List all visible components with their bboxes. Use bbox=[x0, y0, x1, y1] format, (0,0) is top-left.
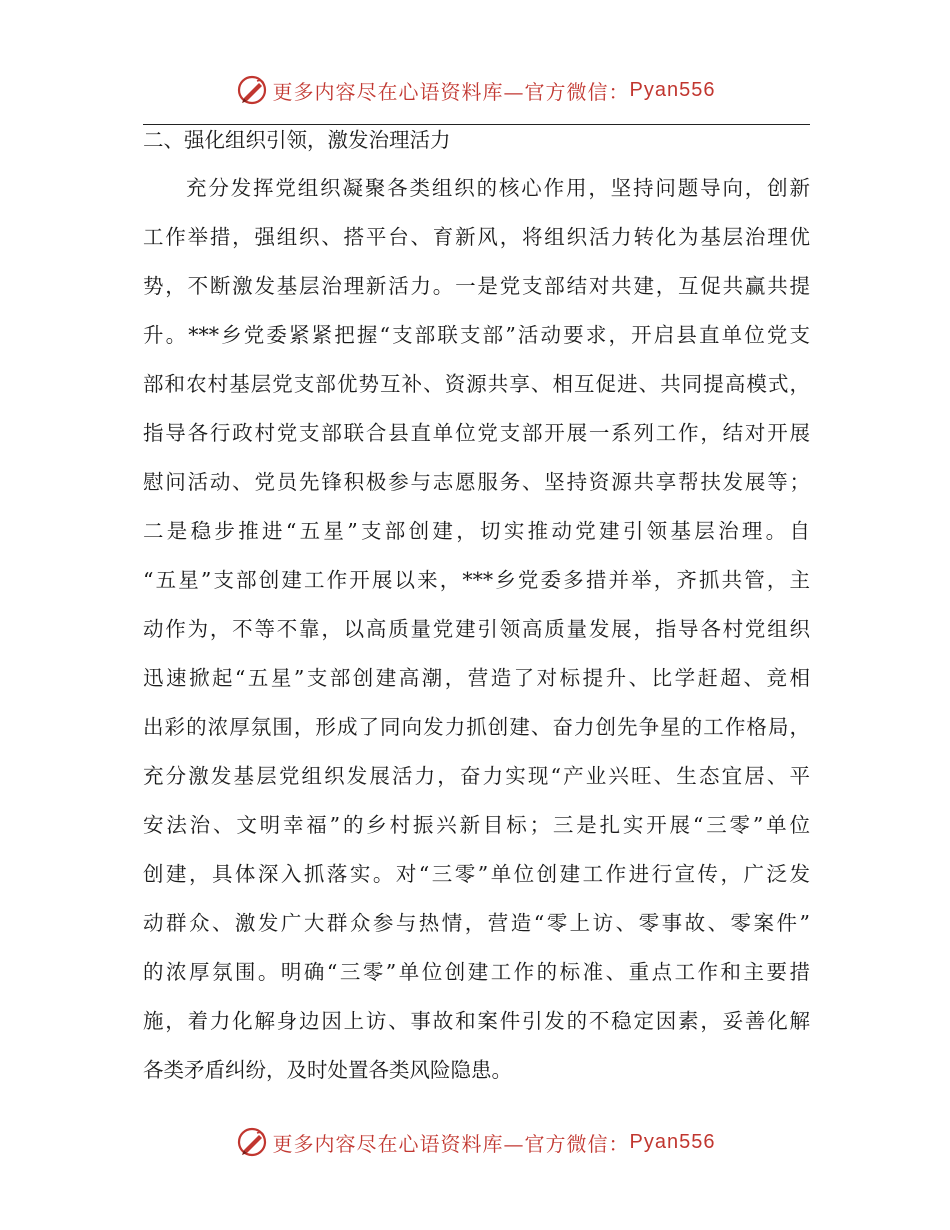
paragraph-line: 动群众、激发广大群众参与热情，营造“零上访、零事故、零案件” bbox=[143, 911, 810, 935]
paragraph-line: 各类矛盾纠纷，及时处置各类风险隐患。 bbox=[143, 1058, 512, 1082]
watermark-wechat-id: Pyan556 bbox=[629, 1130, 716, 1153]
paragraph-line: 充分激发基层党组织发展活力，奋力实现“产业兴旺、生态宜居、平 bbox=[143, 764, 810, 788]
watermark-text: 更多内容尽在心语资料库—官方微信： bbox=[272, 79, 630, 104]
header-rule bbox=[143, 124, 810, 125]
paragraph-line: 动作为，不等不靠，以高质量党建引领高质量发展，指导各村党组织 bbox=[143, 617, 810, 641]
watermark-wechat-id: Pyan556 bbox=[629, 78, 716, 101]
paragraph-line: 二是稳步推进“五星”支部创建，切实推动党建引领基层治理。自 bbox=[143, 519, 810, 543]
paragraph-line: 施，着力化解身边因上访、事故和案件引发的不稳定因素，妥善化解 bbox=[143, 1009, 810, 1033]
paragraph-line: 迅速掀起“五星”支部创建高潮，营造了对标提升、比学赶超、竞相 bbox=[143, 666, 810, 690]
paragraph-line: 指导各行政村党支部联合县直单位党支部开展一系列工作，结对开展 bbox=[143, 421, 810, 445]
footer-watermark bbox=[0, 1122, 950, 1162]
pen-logo-icon bbox=[235, 73, 269, 107]
paragraph-line: 出彩的浓厚氛围，形成了同向发力抓创建、奋力创先争星的工作格局， bbox=[143, 715, 810, 739]
section-heading: 二、强化组织引领，激发治理活力 bbox=[143, 128, 451, 152]
paragraph-line: 充分发挥党组织凝聚各类组织的核心作用，坚持问题导向，创新 bbox=[186, 176, 810, 200]
paragraph-line: 创建，具体深入抓落实。对“三零”单位创建工作进行宣传，广泛发 bbox=[143, 862, 810, 886]
paragraph-line: 安法治、文明幸福”的乡村振兴新目标；三是扎实开展“三零”单位 bbox=[143, 813, 810, 837]
paragraph-line: 升。***乡党委紧紧把握“支部联支部”活动要求，开启县直单位党支 bbox=[143, 323, 810, 347]
paragraph-line: 慰问活动、党员先锋积极参与志愿服务、坚持资源共享帮扶发展等； bbox=[143, 470, 810, 494]
pen-logo-icon bbox=[235, 1125, 269, 1159]
paragraph-line: 势，不断激发基层治理新活力。一是党支部结对共建，互促共赢共提 bbox=[143, 274, 810, 298]
paragraph-line: 的浓厚氛围。明确“三零”单位创建工作的标准、重点工作和主要措 bbox=[143, 960, 810, 984]
paragraph-line: 工作举措，强组织、搭平台、育新风，将组织活力转化为基层治理优 bbox=[143, 225, 810, 249]
paragraph-line: “五星”支部创建工作开展以来，***乡党委多措并举，齐抓共管，主 bbox=[143, 568, 810, 592]
paragraph-line: 部和农村基层党支部优势互补、资源共享、相互促进、共同提高模式， bbox=[143, 372, 810, 396]
watermark-text: 更多内容尽在心语资料库—官方微信： bbox=[272, 1131, 630, 1156]
header-watermark bbox=[0, 70, 950, 110]
